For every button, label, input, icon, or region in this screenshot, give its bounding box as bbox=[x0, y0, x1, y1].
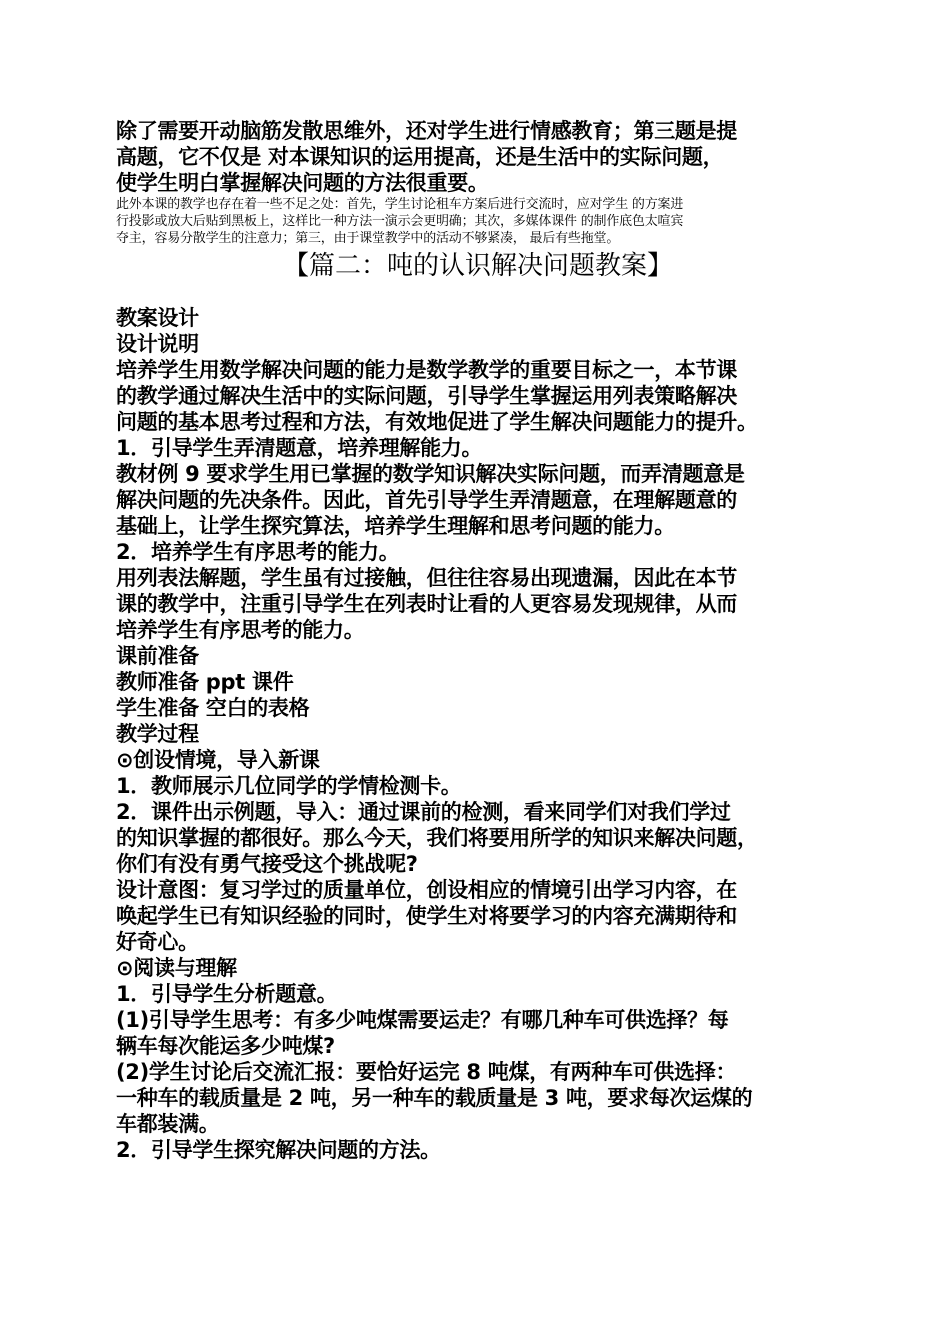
document-page bbox=[116, 118, 840, 1163]
text-line: 高题，它不仅是 对本课知识的运用提高，还是生活中的实际问题， bbox=[116, 145, 724, 169]
text-line: 培养学生有序思考的能力。 bbox=[116, 618, 365, 642]
text-line: 此外本课的教学也存在着一些不足之处：首先，学生讨论租车方案后进行交流时，应对学生 的方案进 bbox=[116, 197, 684, 212]
subheading: ⊙创设情境，导入新课 bbox=[116, 748, 320, 772]
text-line: 行投影或放大后贴到黑板上，这样比一种方法一演示会更明确；其次，多媒体课件 的制作底色太喧宾 bbox=[116, 214, 684, 229]
heading-design-notes: 设计说明 bbox=[116, 332, 199, 356]
text-line: 基础上，让学生探究算法，培养学生理解和思考问题的能力。 bbox=[116, 514, 675, 538]
text-line: 的知识掌握的都很好。那么今天，我们将要用所学的知识来解决问题， bbox=[116, 826, 758, 850]
text-line: 使学生明白掌握解决问题的方法很重要。 bbox=[116, 171, 489, 195]
section-title: 【篇二：吨的认识解决问题教案】 bbox=[282, 251, 673, 281]
intro-paragraph bbox=[116, 118, 840, 196]
text-line: (1)引导学生思考：有多少吨煤需要运走？有哪几种车可供选择？每 bbox=[116, 1008, 729, 1032]
list-item: 1．教师展示几位同学的学情检测卡。 bbox=[116, 774, 462, 798]
lesson-plan-body bbox=[116, 305, 840, 1163]
text-line: 课的教学中，注重引导学生在列表时让看的人更容易发现规律，从而 bbox=[116, 592, 737, 616]
text-line: 除了需要开动脑筋发散思维外，还对学生进行情感教育；第三题是提 bbox=[116, 119, 737, 143]
text-line: 学生准备 空白的表格 bbox=[116, 696, 310, 720]
note-paragraph bbox=[116, 196, 840, 247]
text-line: 培养学生用数学解决问题的能力是数学教学的重要目标之一，本节课 bbox=[116, 358, 737, 382]
heading-teaching-process: 教学过程 bbox=[116, 722, 199, 746]
heading-preparation: 课前准备 bbox=[116, 644, 199, 668]
text-line: 夺主，容易分散学生的注意力；第三，由于课堂教学中的活动不够紧凑， 最后有些拖堂。 bbox=[116, 231, 620, 246]
list-item: 2．课件出示例题，导入：通过课前的检测，看来同学们对我们学过 bbox=[116, 800, 731, 824]
text-line: 教师准备 ppt 课件 bbox=[116, 670, 294, 694]
text-line: 设计意图：复习学过的质量单位，创设相应的情境引出学习内容，在 bbox=[116, 878, 737, 902]
text-line: 用列表法解题，学生虽有过接触，但往往容易出现遗漏，因此在本节 bbox=[116, 566, 737, 590]
text-line: 的教学通过解决生活中的实际问题，引导学生掌握运用列表策略解决 bbox=[116, 384, 737, 408]
subheading: ⊙阅读与理解 bbox=[116, 956, 237, 980]
text-line: (2)学生讨论后交流汇报：要恰好运完 8 吨煤，有两种车可供选择： bbox=[116, 1060, 737, 1084]
list-item: 2．引导学生探究解决问题的方法。 bbox=[116, 1138, 441, 1162]
text-line: 解决问题的先决条件。因此，首先引导学生弄清题意，在理解题意的 bbox=[116, 488, 737, 512]
text-line: 你们有没有勇气接受这个挑战呢? bbox=[116, 852, 418, 876]
text-line: 一种车的载质量是 2 吨，另一种车的载质量是 3 吨，要求每次运煤的 bbox=[116, 1086, 753, 1110]
text-line: 车都装满。 bbox=[116, 1112, 220, 1136]
text-line: 好奇心。 bbox=[116, 930, 199, 954]
text-line: 辆车每次能运多少吨煤? bbox=[116, 1034, 335, 1058]
list-item: 1．引导学生分析题意。 bbox=[116, 982, 338, 1006]
list-item: 2．培养学生有序思考的能力。 bbox=[116, 540, 400, 564]
text-line: 教材例 9 要求学生用已掌握的数学知识解决实际问题，而弄清题意是 bbox=[116, 462, 745, 486]
text-line: 唤起学生已有知识经验的同时，使学生对将要学习的内容充满期待和 bbox=[116, 904, 737, 928]
heading-lesson-design: 教案设计 bbox=[116, 306, 199, 330]
list-item: 1．引导学生弄清题意，培养理解能力。 bbox=[116, 436, 483, 460]
text-line: 问题的基本思考过程和方法，有效地促进了学生解决问题能力的提升。 bbox=[116, 410, 758, 434]
